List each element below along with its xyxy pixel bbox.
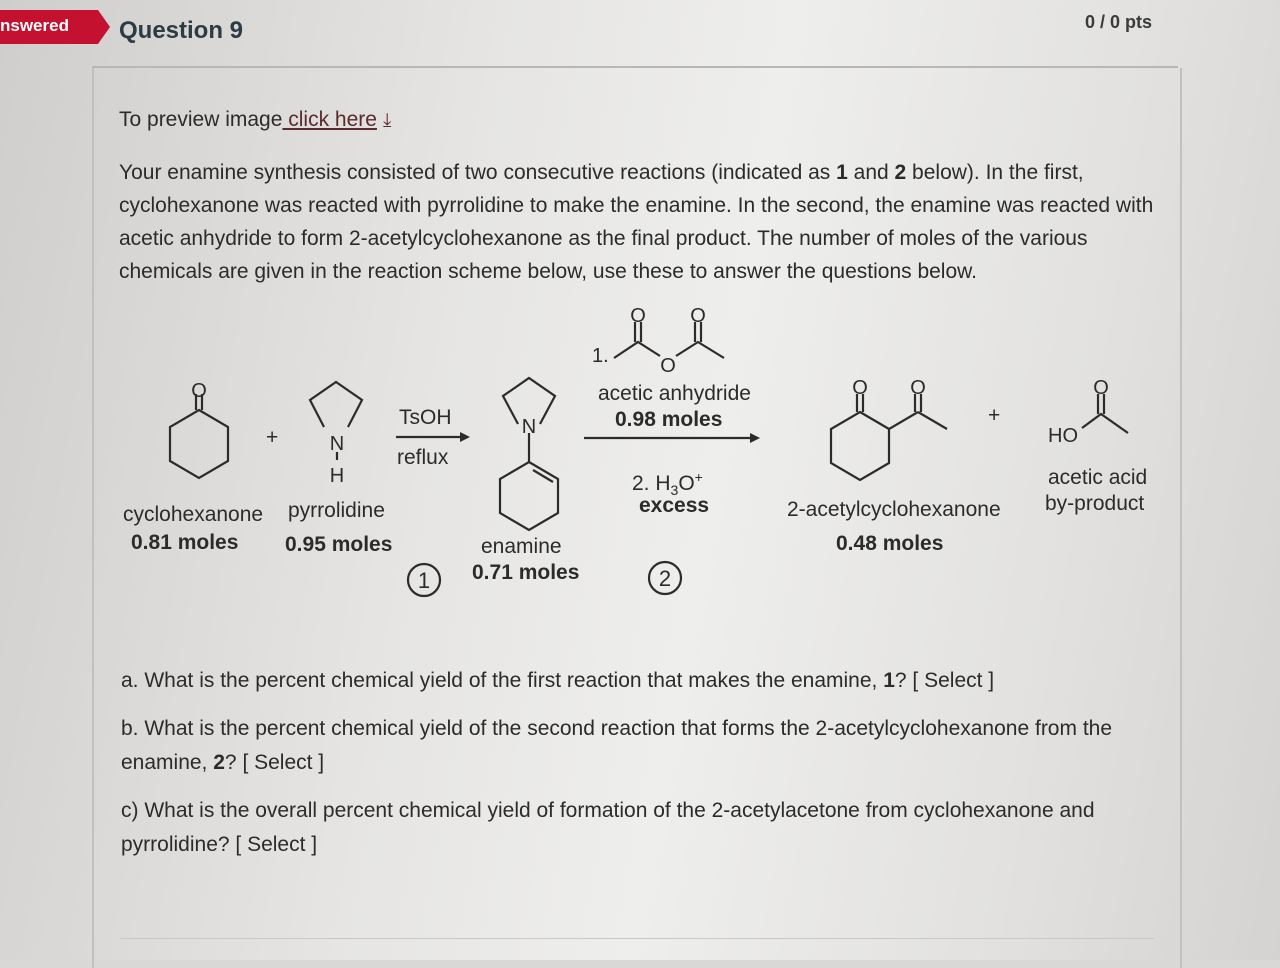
plus-sign-1: + xyxy=(266,426,279,449)
step-2-reagent: acetic anhydride xyxy=(598,382,751,405)
acetic-acid-structure xyxy=(1082,394,1128,433)
cyclohexanone-label: cyclohexanone xyxy=(123,503,264,526)
step-1-condition: reflux xyxy=(397,446,449,469)
enamine-label: enamine xyxy=(481,535,562,558)
acid-hydroxyl: HO xyxy=(1048,425,1078,447)
product-label: 2-acetylcyclohexanone xyxy=(787,498,1001,521)
download-icon[interactable]: ⤓ xyxy=(382,110,392,131)
cyclohexanone-structure xyxy=(170,394,228,478)
preview-link[interactable]: click here xyxy=(282,108,377,131)
reaction-scheme-drawing xyxy=(0,290,1280,610)
acetic-anhydride-structure xyxy=(614,322,724,358)
question-a: a. What is the percent chemical yield of the first reaction that makes the enamine, 1? [ Select ] xyxy=(121,669,995,692)
acid-oxygen: O xyxy=(1093,377,1109,399)
step-2-second-reagent: 2. $H_3O^+$ xyxy=(632,469,703,499)
byproduct-label: acetic acid xyxy=(1048,466,1148,489)
step-2-second-condition: excess xyxy=(639,494,710,517)
question-b: b. What is the percent chemical yield of the second reaction that forms the 2-acetylcyclohexanone from the enamine, 2? [ Select ] xyxy=(121,717,1113,774)
select-dropdown-c[interactable]: [ Select ] xyxy=(235,833,318,856)
question-intro: Your enamine synthesis consisted of two consecutive reactions (indicated as 1 and 2 below). In the first, cyclohexanone was reacted with pyrrolidine to make the enamine. In the second, the enamine was reacted with acetic anhydride to form 2-acetylcyclohexanone as the final product. The number of moles of the various chemicals are given in the reaction scheme below, use these to answer the questions below. xyxy=(119,161,1154,283)
pyrrolidine-hydrogen: H xyxy=(329,465,345,487)
product-oxygen-2: O xyxy=(910,377,926,399)
product-oxygen-1: O xyxy=(852,377,868,399)
step-1-reagent: TsOH xyxy=(399,406,452,429)
cyclohexanone-oxygen: O xyxy=(191,380,207,402)
select-dropdown-b[interactable]: [ Select ] xyxy=(242,751,325,774)
cyclohexanone-moles: 0.81 moles xyxy=(131,531,239,554)
step-2-number: 2 xyxy=(658,566,672,591)
question-list xyxy=(121,664,1151,876)
byproduct-role: by-product xyxy=(1045,492,1145,515)
pyrrolidine-moles: 0.95 moles xyxy=(285,533,393,556)
answered-status-flag xyxy=(0,10,112,44)
select-dropdown-a[interactable]: [ Select ] xyxy=(912,669,995,692)
preview-prefix: To preview image xyxy=(119,108,283,131)
reaction-scheme xyxy=(0,290,1280,610)
step-1-number: 1 xyxy=(417,568,431,593)
enamine-structure xyxy=(500,378,558,530)
anhydride-bridge-oxygen: O xyxy=(660,355,676,377)
pyrrolidine-nitrogen: N xyxy=(329,433,345,455)
question-points: 0 / 0 pts xyxy=(1084,12,1152,32)
footer-divider xyxy=(120,938,1154,939)
enamine-moles: 0.71 moles xyxy=(472,561,580,584)
plus-sign-2: + xyxy=(988,404,1001,427)
anhydride-oxygen-2: O xyxy=(690,305,706,327)
acetylcyclohexanone-structure xyxy=(831,394,947,480)
enamine-nitrogen: N xyxy=(521,416,537,438)
status-label: nswered xyxy=(0,16,69,35)
pyrrolidine-label: pyrrolidine xyxy=(288,499,385,522)
preview-line xyxy=(119,108,391,132)
anhydride-oxygen-1: O xyxy=(630,305,646,327)
question-c: c) What is the overall percent chemical yield of formation of the 2-acetylacetone from cyclohexanone and pyrrolidine? [ Select ] xyxy=(121,799,1095,856)
step-2-reagent-moles: 0.98 moles xyxy=(615,408,723,431)
step-2-prefix: 1. xyxy=(592,345,609,367)
product-moles: 0.48 moles xyxy=(836,532,944,555)
question-title: Question 9 xyxy=(119,17,244,44)
